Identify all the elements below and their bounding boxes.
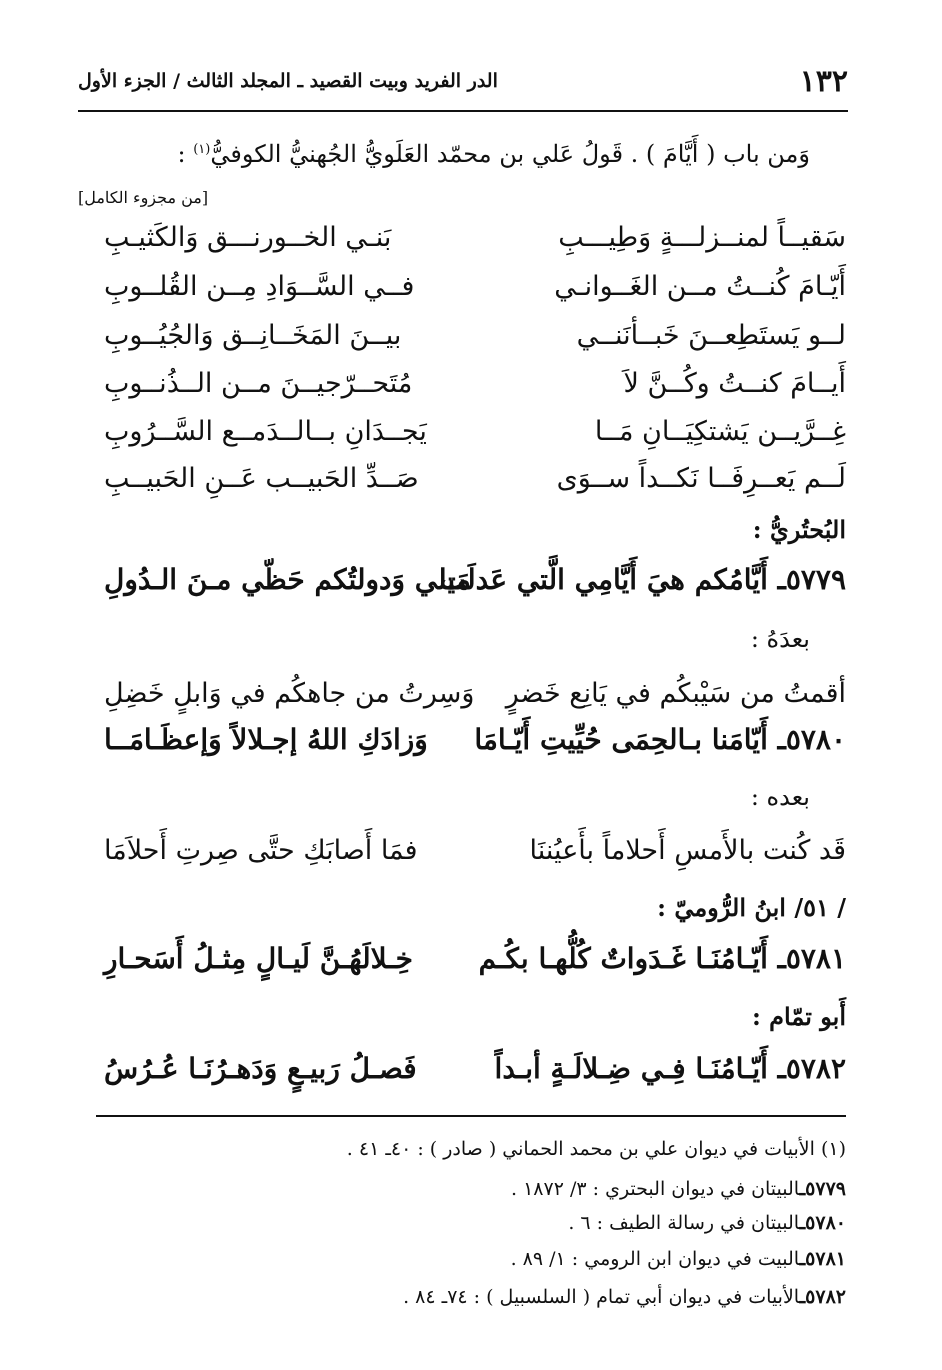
footnote-marker: (١) <box>193 142 211 157</box>
verse-number: ٥٧٧٩ـ <box>777 563 846 596</box>
running-title: الدر الفريد وبيت القصيد ـ المجلد الثالث / الجزء الأول <box>78 70 498 92</box>
verse-5781 <box>96 942 846 990</box>
second-hemistich: صَــدِّ الحَبيــب عَــنِ الحَبيــبِ <box>104 463 419 494</box>
intro-text: وَمن باب ( أَيَّامَ ) . قَولُ عَلي بن محمّد العَلَويُّ الجُهنيُّ الكوفيُّ <box>210 140 810 168</box>
second-hemistich: وَزادَكِ اللهُ إجـلالاً وَإعظَـامَــا <box>104 723 428 756</box>
footnote-text: البيتان في ديوان البحتري : ٣/ ١٨٧٢ . <box>511 1178 800 1200</box>
meter-label: [من مجزوء الكامل] <box>78 188 209 207</box>
second-hemistich: بَنـي الخــورنـــق وَالكَثيـبِ <box>104 222 392 253</box>
first-hemistich: ٥٧٨٠ـ أَيّامَنا بـالحِمَى حُيِّيتِ أَيّـامَا <box>474 723 846 756</box>
intro-line <box>177 140 810 168</box>
first-hemistich: ٥٧٧٩ـ أَيَّامُكم هيَ أَيَّامِي الَّتي عَدلَت <box>439 563 846 596</box>
second-hemistich: يَجــدَانِ بــالــدَمــع السَّــرُوبِ <box>104 416 427 447</box>
first-hemistich: ٥٧٨١ـ أَيّـامُنَـا غَـدَواتٌ كُلُّهـا بكُـم <box>478 942 846 975</box>
second-hemistich: فمَا أَصابَكِ حتَّى صِرتِ أَحلاَمَا <box>104 835 418 866</box>
footnote-number: ٥٧٨٢ـ <box>799 1286 846 1308</box>
footnote <box>568 1212 846 1234</box>
first-hemistich: قَد كُنت بالأَمسِ أَحلاماً بأَعيُننَا <box>529 835 846 866</box>
second-hemistich: مُتَحــرّجيــنَ مــن الــذُنــوبِ <box>104 368 413 399</box>
verse-line <box>96 271 846 319</box>
first-hemistich: سَقيــاً لمنــزلـــةٍ وَطِيـــبِ <box>558 222 846 253</box>
poet-label-abu-tammam: أَبو تمّام : <box>751 1002 846 1031</box>
verse-line <box>96 368 846 416</box>
verse-line <box>96 416 846 464</box>
first-hemistich: لَــم يَعــرِفَــا نَكــداً ســوَى <box>556 463 846 494</box>
second-hemistich: وَسِرتُ من جاهكُم في وَابلٍ خَضِلِ <box>104 678 475 709</box>
footnote <box>511 1178 846 1200</box>
second-hemistich: فَصـلُ رَبيـعٍ وَدَهـرُنَـا عُـرُسُ <box>104 1052 417 1085</box>
second-hemistich: فــي السَّــوَادِ مِــن القُلــوبِ <box>104 271 415 302</box>
verse-line <box>96 222 846 270</box>
verse-5779 <box>96 563 846 611</box>
verse-line <box>96 678 846 726</box>
page-header <box>78 64 848 100</box>
verse-number: ٥٧٨٢ـ <box>777 1052 846 1085</box>
verse-5780 <box>96 723 846 771</box>
after-label: بعده : <box>750 783 810 811</box>
verse-line <box>96 320 846 368</box>
footnote-number: ٥٧٨١ـ <box>799 1248 846 1270</box>
footnote-number: ٥٧٨٠ـ <box>799 1212 846 1234</box>
verse-line <box>96 463 846 511</box>
second-hemistich: مَيلي وَدولتُكم حَظّي مـنَ الـدُولِ <box>104 563 471 596</box>
page-number: ١٣٢ <box>799 64 848 99</box>
footnote <box>511 1248 846 1270</box>
footnote <box>347 1138 846 1160</box>
first-hemistich: لــو يَستَطِعــنَ خَبــأنَنــي <box>576 320 846 351</box>
footnote-text: البيتان في رسالة الطيف : ٦ . <box>568 1212 800 1234</box>
second-hemistich: بيــنَ المَخَــانِــق وَالجُيُــوبِ <box>104 320 402 351</box>
header-rule <box>78 110 848 112</box>
footnote <box>403 1286 846 1308</box>
first-hemistich: أقمتُ من سَيْبكُم في يَانِع خَضرٍ <box>505 678 846 709</box>
verse-5782 <box>96 1052 846 1100</box>
footnote-rule <box>96 1115 846 1117</box>
after-label: بعدَهُ : <box>750 625 810 653</box>
footnote-text: البيت في ديوان ابن الرومي : ١/ ٨٩ . <box>510 1248 800 1270</box>
footnote-number: ٥٧٧٩ـ <box>799 1178 846 1200</box>
verse-line <box>96 835 846 883</box>
verse-number: ٥٧٨١ـ <box>777 942 846 975</box>
footnote-text: (١) الأبيات في ديوان علي بن محمد الحماني ( صادر ) : ٤٠ـ ٤١ . <box>346 1138 846 1160</box>
first-hemistich: ٥٧٨٢ـ أَيّـامُنَـا فِـي ضِـلالَـةٍ أبـداً <box>494 1052 846 1085</box>
first-hemistich: أَيــامَ كنــتُ وكُــنَّ لاَ <box>623 368 846 399</box>
second-hemistich: خِـلالَهُـنَّ لَيـالٍ مِثـلُ أَسَحـارِ <box>104 942 413 975</box>
poet-label-ibn-rumi: / ٥١/ ابنُ الرُّوميّ : <box>657 893 846 922</box>
poet-label-buhturi: البُحتُريُّ : <box>752 515 846 544</box>
intro-colon: : <box>177 140 194 168</box>
first-hemistich: أَيّـامَ كُنــتُ مــن الغَــوانـي <box>554 271 846 302</box>
verse-number: ٥٧٨٠ـ <box>777 723 846 756</box>
first-hemistich: غِــرَّيــن يَشتكِيَــانِ مَــا <box>594 416 846 447</box>
footnote-text: الأبيات في ديوان أبي تمام ( السلسبيل ) : ٧٤ـ ٨٤ . <box>403 1286 800 1308</box>
